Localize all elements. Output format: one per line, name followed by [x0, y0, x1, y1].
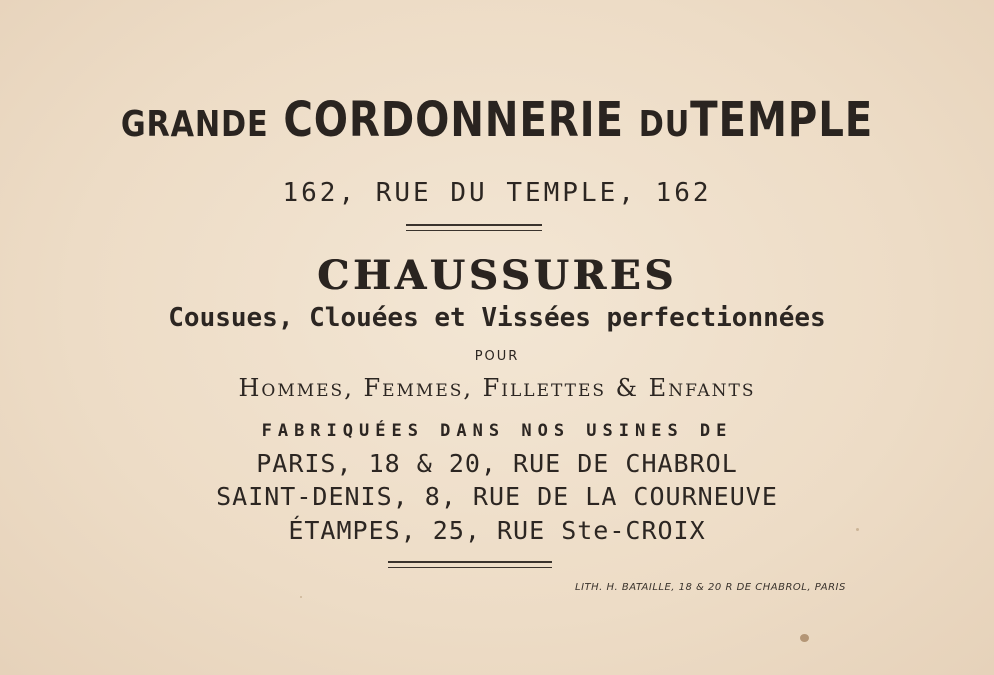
factory-saint-denis: SAINT-DENIS, 8, RUE DE LA COURNEUVE — [216, 482, 778, 511]
pour-label: POUR — [474, 349, 520, 364]
paper-speck — [300, 596, 302, 598]
subheading: Cousues, Clouées et Vissées perfectionnées — [168, 303, 826, 333]
title-grande: GRANDE — [120, 104, 269, 145]
printer-credit: LITH. H. BATAILLE, 18 & 20 R DE CHABROL, PARIS — [575, 582, 846, 593]
heading-chaussures: CHAUSSURES — [317, 252, 677, 299]
shop-address: 162, RUE DU TEMPLE, 162 — [282, 178, 712, 208]
factories-intro: FABRIQUÉES DANS NOS USINES DE — [261, 421, 733, 441]
audience-line: Hommes, Femmes, Fillettes & Enfants — [238, 374, 756, 402]
divider-bottom — [388, 561, 552, 568]
title-cordonnerie: CORDONNERIE — [283, 92, 624, 148]
shop-title — [80, 92, 915, 148]
factory-paris: PARIS, 18 & 20, RUE DE CHABROL — [256, 449, 738, 478]
paper-stain — [800, 634, 809, 642]
divider-top — [406, 224, 542, 231]
title-temple: TEMPLE — [690, 92, 874, 148]
title-du: DU — [638, 104, 691, 145]
paper-speck — [856, 528, 859, 531]
factory-etampes: ÉTAMPES, 25, RUE Ste-CROIX — [288, 516, 706, 545]
